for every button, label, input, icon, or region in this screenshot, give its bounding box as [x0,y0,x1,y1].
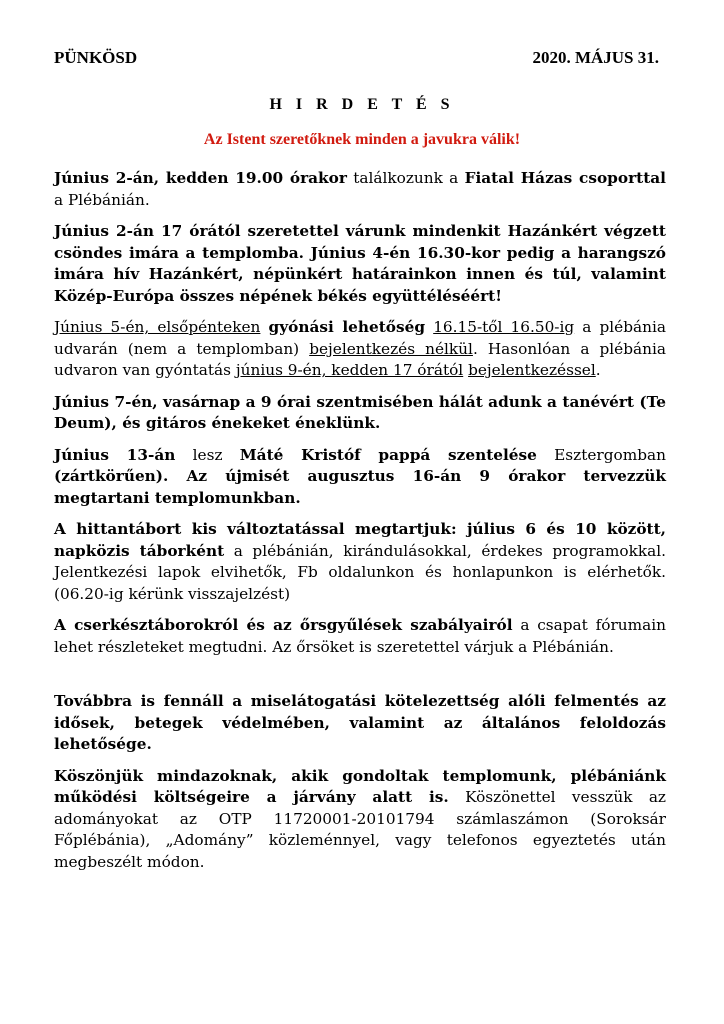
bold-text: Június 2-án, kedden 19.00 órakor [54,169,347,187]
text-run: a csapat fórumain lehet részleteket megtudni. Az őrsöket is szeretettel várjuk a Plébánián. [54,616,666,656]
text-run [425,318,433,336]
underlined-text: 16.15-től 16.50-ig [433,318,575,336]
text-run: a plébánia udvarán (nem a templomban) [54,318,667,358]
announcement-paragraph [54,221,666,307]
bold-text: Továbbra is fennáll a miselátogatási kötelezettség alóli felmentés az idősek, betegek védelmében, valamint az általános feloldozás lehetősége. [54,692,666,753]
underlined-text: bejelentkezéssel [468,361,596,379]
announcement-paragraph [54,445,666,510]
bold-text: A cserkésztáborokról és az őrsgyűlések szabályairól [54,616,513,634]
announcement-paragraph [54,317,666,382]
bold-text: Június 2-án 17 órától szeretettel várunk mindenkit Hazánkért végzett csöndes imára a templomba. Június 4-én 16.30-kor pedig a harangszó imára hív Hazánkért, népünkért határainkon innen és túl, valamint Közép-Európa összes népének békés együttéléséért! [54,222,666,305]
underlined-text: június 9-én, kedden 17 órától [235,361,464,379]
text-run [260,318,268,336]
bold-text: (zártkörűen). Az újmisét augusztus 16-án 9 órakor tervezzük megtartani templomunkban. [54,467,666,507]
bold-text: Fiatal Házas csoporttal [464,169,666,187]
announcement-list [54,168,666,883]
bold-text: gyónási lehetőség [268,318,426,336]
announcement-paragraph [54,615,666,658]
text-run: Esztergomban [536,445,666,464]
underlined-text: Június 5-én, elsőpénteken [54,318,261,336]
text-run: a plébánián, kirándulásokkal, érdekes programokkal. Jelentkezési lapok elvihetők, Fb oldalunkon és honlapunkon is elérhetők. (06.20-ig kérünk visszajelzést) [54,541,666,603]
bold-text: Június 7-én, vasárnap a 9 órai szentmisében hálát adunk a tanévért (Te Deum), és gitáros énekeket éneklünk. [54,392,666,432]
announcement-paragraph [54,168,666,211]
document-date: 2020. MÁJUS 31. [532,48,659,67]
text-run: Köszönettel vesszük az adományokat az OTP 11720001-20101794 számlaszámon (Soroksár Főplébánia), „Adomány” közleménnyel, vagy telefonos egyeztetés után megbeszélt módon. [54,788,666,871]
bold-text: Köszönjük mindazoknak, akik gondoltak templomunk, plébániánk működési költségeire a járvány alatt is. [54,766,666,806]
motto: Az Istent szeretőknek minden a javukra válik! [203,131,521,148]
document-header [54,48,674,68]
announcement-paragraph [54,691,666,756]
text-run: a Plébánián. [54,190,150,209]
text-run: . [595,361,601,379]
bold-text: Június 13-án [54,445,176,464]
text-run: . Hasonlóan a plébánia udvaron van gyóntatás [54,339,667,379]
bold-text: A hittantábort kis változtatással megtartjuk: július 6 és 10 között, napközis táborként [54,520,666,560]
text-run: találkozunk a [346,169,465,187]
document-title: H I R D E T É S [269,96,455,113]
feast-name: PÜNKÖSD [54,48,138,67]
underlined-text: bejelentkezés nélkül [309,339,473,358]
announcement-paragraph [54,766,666,874]
announcement-paragraph [54,392,666,435]
text-run: lesz [175,445,240,464]
bold-text: Máté Kristóf pappá szentelése [239,445,537,464]
announcement-paragraph [54,519,666,605]
